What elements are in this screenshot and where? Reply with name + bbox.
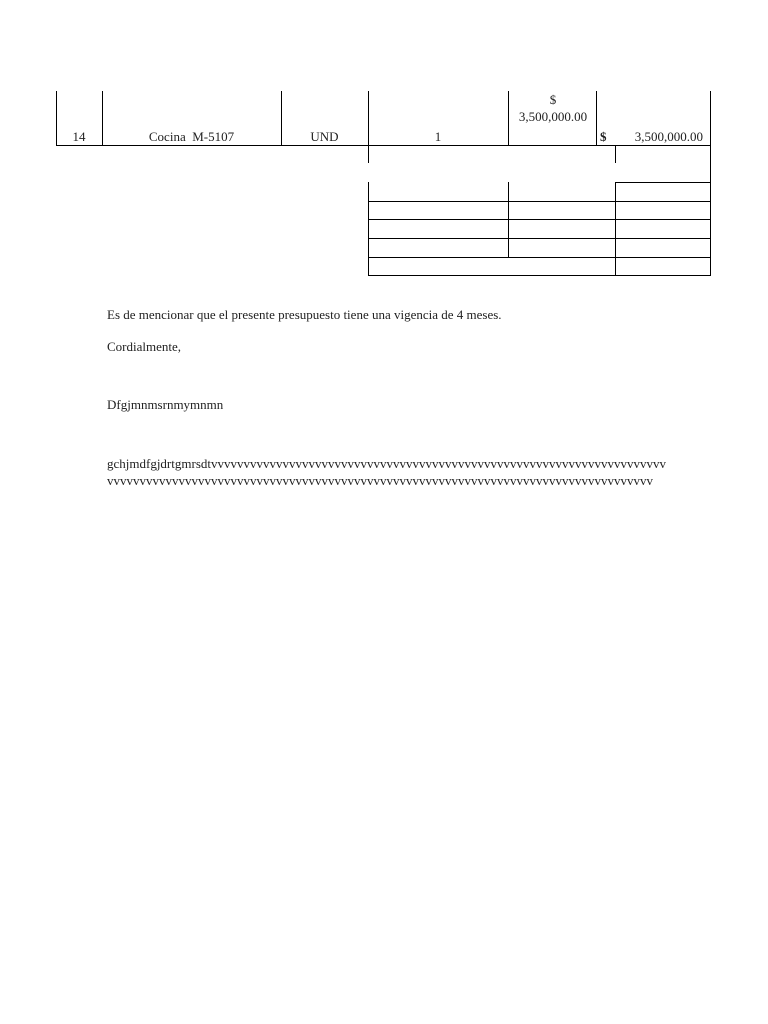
closing: Cordialmente,: [107, 339, 182, 354]
total-value: 3,500,000.00: [634, 129, 703, 144]
summary-border: [508, 182, 509, 258]
summary-border: [368, 201, 711, 202]
summary-border: [615, 182, 711, 183]
unit-price-value: 3,500,000.00: [518, 109, 588, 124]
long-text: gchjmdfgjdrtgmrsdtvvvvvvvvvvvvvvvvvvvvvvvvvvvvvvvvvvvvvvvvvvvvvvvvvvvvvvvvvvvvvvvvvvvvvvvvvvvvvvvvvvvvvvvvvvvvvvvvvvvvvvvvvvvvvvvvvvvvvvvvvvvvvvvvvvvvvvvvvvvvvvvvvvvvvvvvvv: [107, 456, 666, 488]
unit-price-symbol: $: [549, 92, 557, 107]
summary-border: [615, 182, 616, 276]
summary-border: [368, 257, 711, 258]
summary-border: [368, 238, 711, 239]
item-unit: UND: [310, 129, 339, 144]
summary-border: [368, 275, 711, 276]
table-border: [710, 91, 711, 182]
item-quantity: 1: [434, 129, 442, 144]
table-border: [596, 91, 597, 145]
table-border: [368, 91, 369, 163]
table-border: [615, 145, 616, 163]
table-border: [508, 91, 509, 145]
table-border: [56, 145, 711, 146]
signature-name: Dfgjmnmsrnmymnmn: [107, 397, 224, 412]
validity-note: Es de mencionar que el presente presupuesto tiene una vigencia de 4 meses.: [107, 307, 502, 322]
summary-border: [710, 182, 711, 276]
total-symbol: $: [600, 129, 607, 144]
item-number: 14: [72, 129, 86, 144]
unit-price: [510, 91, 596, 125]
summary-border: [368, 219, 711, 220]
summary-border: [368, 182, 369, 276]
item-description: Cocina M-5107: [148, 129, 235, 144]
